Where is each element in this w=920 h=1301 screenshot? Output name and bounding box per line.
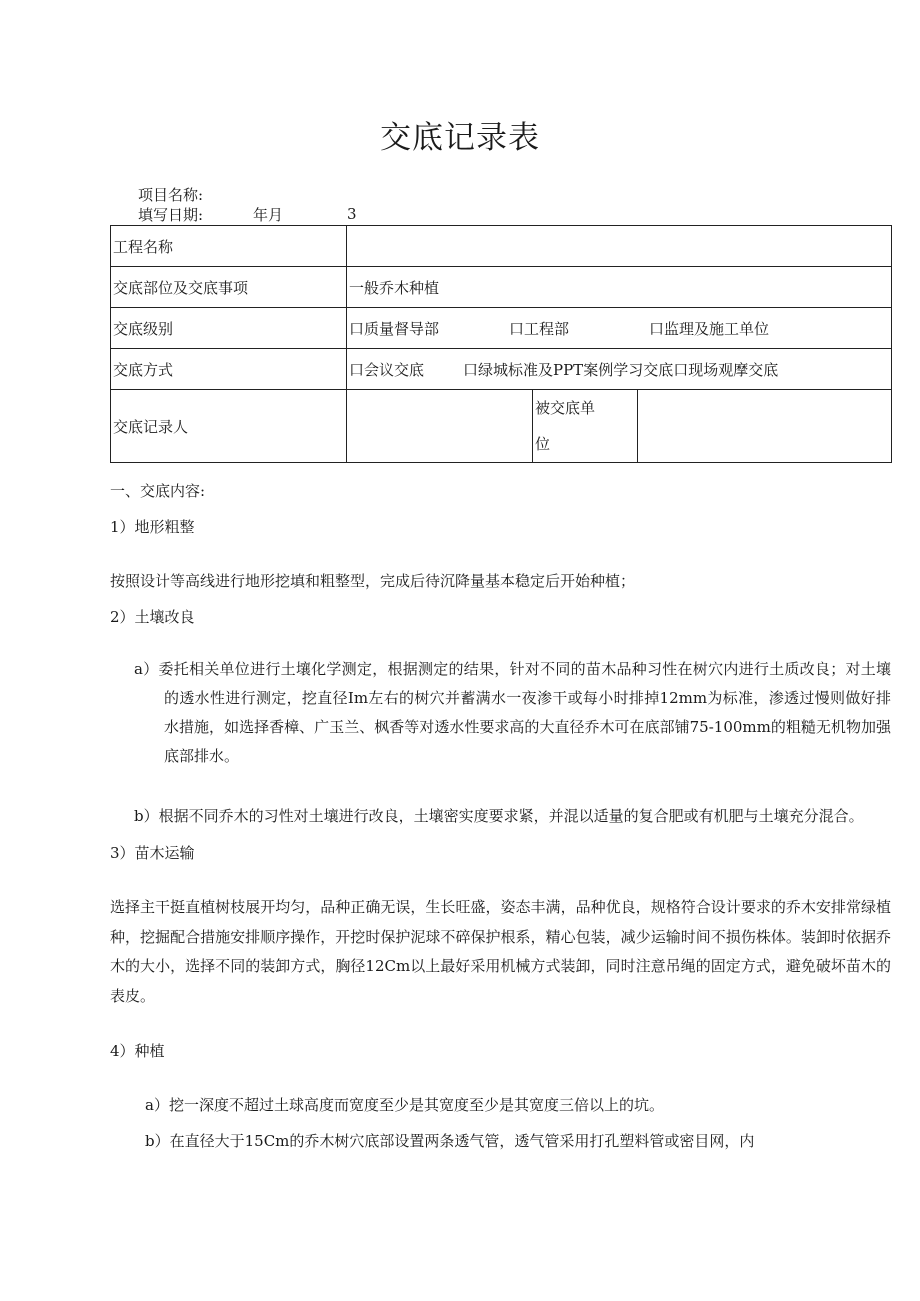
level-options-cell	[347, 308, 892, 349]
project-value-cell	[347, 226, 892, 267]
recipient-label-line1: 被交底单	[535, 399, 596, 417]
method-option-meeting[interactable]: 口会议交底	[349, 360, 425, 379]
recipient-label-line2: 位	[535, 435, 551, 453]
section-1-title: 1）地形粗整	[110, 518, 195, 536]
fill-date-label: 填写日期:	[138, 206, 204, 224]
section-2-item-a-text: a）委托相关单位进行土壤化学测定，根据测定的结果，针对不同的苗木品种习性在树穴内进行土质改良；对土壤的透水性进行测定，挖直径Im左右的树穴并蓄满水一夜渗干或每小时排掉12mm为标准，渗透过慢则做好排水措施，如选择香樟、广玉兰、枫香等对透水性要求高的大直径乔木可在底部铺75-100mm的粗糙无机物加强底部排水。	[134, 660, 891, 765]
section-2-title: 2）土壤改良	[110, 608, 195, 626]
section-3-text: 选择主干挺直植树枝展开均匀，品种正确无误，生长旺盛，姿态丰满，品种优良，规格符合设计要求的乔木安排常绿植种，挖掘配合措施安排顺序操作，开挖时保护泥球不碎保护根系，精心包装，减少运输时间不损伤株体。装卸时依据乔木的大小，选择不同的装卸方式，胸径12Cm以上最好采用机械方式装卸，同时注意吊绳的固定方式，避免破坏苗木的表皮。	[110, 898, 891, 1005]
table-row	[111, 226, 892, 267]
subject-label-cell: 交底部位及交底事项	[111, 267, 347, 308]
method-options-cell	[347, 349, 892, 390]
method-option-standard-ppt[interactable]: 口绿城标准及PPT案例学习交底口现场观摩交底	[463, 360, 779, 379]
section-3-title: 3）苗木运输	[110, 844, 195, 862]
page-number: 3	[347, 205, 357, 223]
subject-value-cell: 一般乔木种植	[347, 267, 892, 308]
method-label-cell: 交底方式	[111, 349, 347, 390]
recorder-value-cell	[347, 390, 533, 463]
project-name-label: 项目名称:	[138, 186, 204, 204]
section-1-text: 按照设计等高线进行地形挖填和粗整型，完成后待沉降量基本稳定后开始种植；	[110, 572, 636, 590]
table-row	[111, 267, 892, 308]
year-month-label: 年月	[253, 206, 284, 224]
recipient-value-cell	[638, 390, 892, 463]
project-label-cell: 工程名称	[111, 226, 347, 267]
table-row	[111, 349, 892, 390]
table-row	[111, 390, 892, 463]
section-4-item-a: a）挖一深度不超过土球高度而宽度至少是其宽度至少是其宽度三倍以上的坑。	[145, 1096, 664, 1114]
record-table	[110, 225, 892, 463]
recipient-label-cell	[533, 390, 638, 463]
section-4-title: 4）种植	[110, 1042, 165, 1060]
level-label-cell: 交底级别	[111, 308, 347, 349]
recorder-label-cell: 交底记录人	[111, 390, 347, 463]
content-heading: 一、交底内容:	[110, 482, 206, 500]
section-2-item-b: b）根据不同乔木的习性对土壤进行改良，土壤密实度要求紧，并混以适量的复合肥或有机肥与土壤充分混合。	[134, 807, 864, 825]
level-option-supervision[interactable]: 口监理及施工单位	[649, 319, 770, 338]
page-title: 交底记录表	[380, 120, 540, 156]
section-4-item-b: b）在直径大于15Cm的乔木树穴底部设置两条透气管，透气管采用打孔塑料管或密目网，内	[145, 1132, 755, 1150]
level-option-quality[interactable]: 口质量督导部	[349, 319, 440, 338]
section-2-item-a	[134, 655, 891, 771]
table-row	[111, 308, 892, 349]
level-option-engineering[interactable]: 口工程部	[509, 319, 570, 338]
